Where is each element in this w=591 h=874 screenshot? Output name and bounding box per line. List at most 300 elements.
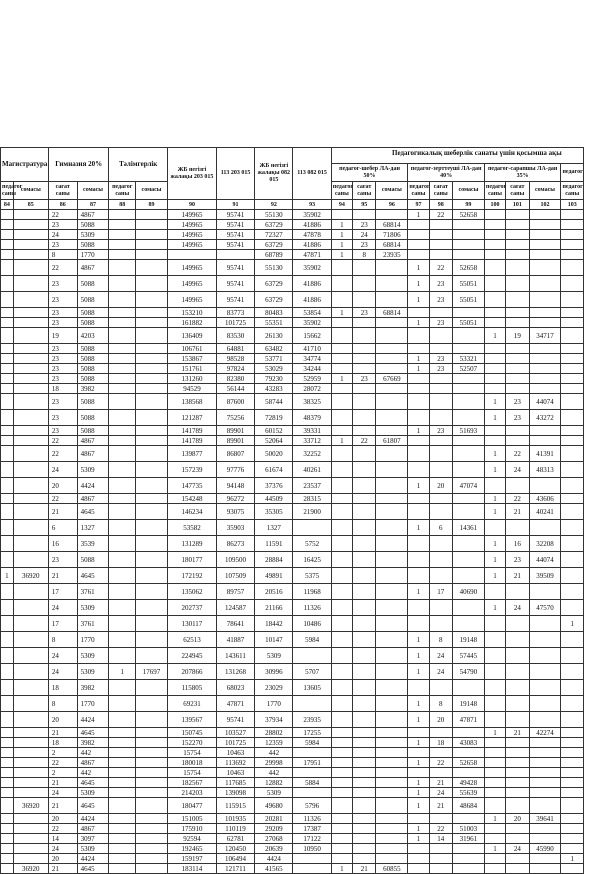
table-cell	[561, 328, 584, 344]
column-number: 96	[376, 200, 408, 210]
table-cell	[136, 292, 168, 308]
table-cell: 43272	[529, 410, 561, 426]
table-cell: 22	[48, 446, 77, 462]
table-cell	[109, 768, 136, 778]
table-cell: 124587	[216, 600, 254, 616]
table-cell	[109, 344, 136, 354]
table-cell: 5796	[293, 798, 331, 814]
table-cell: 55130	[255, 260, 293, 276]
table-row	[1, 220, 584, 230]
table-cell	[529, 616, 561, 632]
table-cell: 31961	[452, 834, 484, 844]
table-cell: 442	[77, 768, 109, 778]
table-cell	[13, 648, 48, 664]
table-cell	[136, 728, 168, 738]
table-cell: 21166	[255, 600, 293, 616]
table-cell: 21	[48, 798, 77, 814]
table-cell	[13, 210, 48, 220]
zhb-base-salary-203-header: ЖБ негізгі жалақы 203 015	[167, 148, 216, 200]
table-cell: 36920	[13, 798, 48, 814]
table-cell	[506, 664, 529, 680]
table-cell	[331, 748, 352, 758]
table-cell	[506, 616, 529, 632]
table-cell	[109, 354, 136, 364]
table-cell: 22	[48, 210, 77, 220]
table-cell: 1	[484, 328, 505, 344]
table-row	[1, 758, 584, 768]
table-cell	[331, 616, 352, 632]
table-cell: 24	[48, 648, 77, 664]
table-cell	[484, 436, 505, 446]
table-cell	[136, 230, 168, 240]
table-cell: 4424	[77, 814, 109, 824]
table-cell	[353, 494, 376, 504]
table-cell: 95741	[216, 712, 254, 728]
table-cell	[136, 738, 168, 748]
table-cell: 147735	[167, 478, 216, 494]
table-cell	[331, 410, 352, 426]
table-cell: 23	[48, 410, 77, 426]
table-cell	[561, 446, 584, 462]
table-cell	[1, 728, 14, 738]
table-cell	[353, 410, 376, 426]
table-cell	[561, 374, 584, 384]
table-cell	[109, 520, 136, 536]
table-cell: 5309	[255, 788, 293, 798]
table-cell	[484, 230, 505, 240]
table-cell	[136, 504, 168, 520]
table-cell	[1, 616, 14, 632]
table-cell: 224945	[167, 648, 216, 664]
table-cell: 63729	[255, 220, 293, 230]
table-cell	[13, 328, 48, 344]
table-cell	[109, 584, 136, 600]
table-cell: 23	[48, 220, 77, 230]
table-cell: 8	[429, 696, 452, 712]
table-cell: 61807	[376, 436, 408, 446]
table-cell: 43283	[255, 384, 293, 394]
sub-sany: педагог саны	[331, 182, 352, 200]
table-cell	[506, 240, 529, 250]
table-cell: 83773	[216, 308, 254, 318]
table-cell	[452, 844, 484, 854]
table-cell	[529, 308, 561, 318]
table-cell: 20	[48, 478, 77, 494]
table-cell: 33712	[293, 436, 331, 446]
table-cell	[484, 426, 505, 436]
table-cell: 101725	[216, 318, 254, 328]
table-cell: 75256	[216, 410, 254, 426]
table-cell	[109, 210, 136, 220]
table-cell: 1	[408, 276, 429, 292]
table-cell: 20	[48, 814, 77, 824]
table-cell	[13, 446, 48, 462]
table-cell: 49891	[255, 568, 293, 584]
table-cell	[408, 748, 429, 758]
table-cell: 121711	[216, 864, 254, 874]
table-cell	[293, 768, 331, 778]
table-row	[1, 494, 584, 504]
table-cell	[561, 210, 584, 220]
table-cell	[331, 318, 352, 328]
table-cell: 80483	[255, 308, 293, 318]
table-cell	[429, 600, 452, 616]
table-cell: 52658	[452, 210, 484, 220]
table-cell	[561, 648, 584, 664]
table-cell	[376, 788, 408, 798]
table-cell: 3761	[77, 616, 109, 632]
table-cell	[452, 250, 484, 260]
table-cell	[1, 738, 14, 748]
table-cell: 149965	[167, 292, 216, 308]
table-cell: 14	[48, 834, 77, 844]
table-cell: 23	[48, 426, 77, 436]
table-cell	[561, 250, 584, 260]
table-cell	[216, 250, 254, 260]
table-cell: 23	[506, 552, 529, 568]
table-cell	[376, 494, 408, 504]
table-cell	[506, 374, 529, 384]
table-cell: 17951	[293, 758, 331, 768]
table-cell	[13, 410, 48, 426]
column-number: 85	[13, 200, 48, 210]
table-cell	[529, 664, 561, 680]
table-cell	[376, 758, 408, 768]
table-cell	[1, 292, 14, 308]
table-cell: 139567	[167, 712, 216, 728]
table-cell	[353, 394, 376, 410]
table-cell	[529, 648, 561, 664]
table-row	[1, 260, 584, 276]
table-cell	[529, 230, 561, 240]
table-cell: 39641	[529, 814, 561, 824]
table-cell: 48313	[529, 462, 561, 478]
table-cell: 79230	[255, 374, 293, 384]
header-row-top	[1, 148, 584, 164]
table-row	[1, 394, 584, 410]
table-cell	[13, 728, 48, 738]
table-cell: 1	[484, 446, 505, 462]
table-cell	[1, 600, 14, 616]
table-cell: 5088	[77, 240, 109, 250]
table-row	[1, 584, 584, 600]
table-cell: 51693	[452, 426, 484, 436]
table-cell	[429, 328, 452, 344]
table-cell	[408, 768, 429, 778]
table-cell	[408, 552, 429, 568]
table-cell	[353, 664, 376, 680]
table-cell	[1, 814, 14, 824]
table-cell: 442	[255, 768, 293, 778]
table-cell	[529, 436, 561, 446]
table-cell: 4203	[77, 328, 109, 344]
table-cell: 1	[331, 374, 352, 384]
table-cell: 5088	[77, 292, 109, 308]
table-cell: 1	[408, 210, 429, 220]
table-cell	[484, 210, 505, 220]
table-cell	[136, 240, 168, 250]
table-row	[1, 568, 584, 584]
table-cell	[167, 250, 216, 260]
table-cell	[376, 328, 408, 344]
table-cell	[506, 426, 529, 436]
table-cell	[506, 520, 529, 536]
table-cell	[353, 680, 376, 696]
table-cell	[13, 814, 48, 824]
table-cell: 27068	[255, 834, 293, 844]
table-cell	[13, 834, 48, 844]
table-cell	[376, 260, 408, 276]
table-cell: 1	[408, 584, 429, 600]
table-cell	[109, 616, 136, 632]
table-cell	[136, 768, 168, 778]
sub-sany: педагог саны	[408, 182, 429, 200]
table-cell: 153867	[167, 354, 216, 364]
table-cell	[353, 478, 376, 494]
table-cell: 4867	[77, 446, 109, 462]
table-cell	[484, 824, 505, 834]
table-cell	[561, 462, 584, 478]
table-cell: 24	[48, 844, 77, 854]
table-cell	[1, 536, 14, 552]
table-cell	[13, 632, 48, 648]
table-cell: 89757	[216, 584, 254, 600]
table-cell: 82380	[216, 374, 254, 384]
table-cell	[561, 308, 584, 318]
table-row	[1, 478, 584, 494]
table-cell	[408, 680, 429, 696]
table-cell	[408, 568, 429, 584]
table-cell	[561, 778, 584, 788]
table-cell	[13, 536, 48, 552]
table-cell	[561, 600, 584, 616]
table-cell	[376, 446, 408, 462]
table-cell	[136, 308, 168, 318]
table-cell	[561, 758, 584, 768]
table-cell: 23	[353, 374, 376, 384]
table-cell: 5309	[77, 230, 109, 240]
table-cell: 10463	[216, 748, 254, 758]
table-cell	[331, 758, 352, 768]
table-cell: 96272	[216, 494, 254, 504]
table-cell: 5088	[77, 276, 109, 292]
table-cell: 23	[506, 410, 529, 426]
table-cell	[561, 478, 584, 494]
table-cell	[136, 318, 168, 328]
table-cell	[331, 788, 352, 798]
table-row	[1, 250, 584, 260]
table-cell	[484, 632, 505, 648]
table-cell	[506, 210, 529, 220]
table-cell	[408, 504, 429, 520]
table-cell: 23	[48, 240, 77, 250]
table-cell	[13, 584, 48, 600]
table-cell	[13, 788, 48, 798]
table-row	[1, 520, 584, 536]
table-cell: 1	[408, 426, 429, 436]
table-cell: 23	[429, 292, 452, 308]
table-cell: 1	[484, 814, 505, 824]
table-cell	[376, 712, 408, 728]
table-cell: 5707	[293, 664, 331, 680]
table-cell	[109, 374, 136, 384]
table-cell: 8	[48, 250, 77, 260]
table-cell	[109, 384, 136, 394]
header-top-spacer	[331, 148, 583, 164]
table-row	[1, 504, 584, 520]
table-cell: 23	[48, 308, 77, 318]
table-cell	[353, 728, 376, 738]
table-cell: 103527	[216, 728, 254, 738]
table-cell	[1, 584, 14, 600]
table-cell: 139877	[167, 446, 216, 462]
table-cell	[136, 778, 168, 788]
table-cell	[136, 328, 168, 344]
table-cell: 30996	[255, 664, 293, 680]
table-cell	[1, 240, 14, 250]
table-cell	[353, 344, 376, 354]
table-cell	[136, 824, 168, 834]
table-cell: 175910	[167, 824, 216, 834]
table-cell	[13, 844, 48, 854]
table-cell: 63729	[255, 276, 293, 292]
table-cell	[13, 600, 48, 616]
table-cell	[353, 738, 376, 748]
table-cell	[484, 276, 505, 292]
table-cell: 146234	[167, 504, 216, 520]
table-cell	[13, 318, 48, 328]
table-cell	[136, 426, 168, 436]
table-cell: 35305	[255, 504, 293, 520]
table-cell: 22	[48, 436, 77, 446]
table-cell	[1, 504, 14, 520]
column-number: 95	[353, 200, 376, 210]
table-cell	[506, 738, 529, 748]
table-cell: 17	[429, 584, 452, 600]
table-cell: 68789	[255, 250, 293, 260]
table-cell: 15754	[167, 768, 216, 778]
table-cell: 5088	[77, 426, 109, 436]
table-cell: 10463	[216, 768, 254, 778]
table-cell: 2	[48, 748, 77, 758]
table-cell	[353, 536, 376, 552]
table-cell	[429, 728, 452, 738]
table-cell	[109, 308, 136, 318]
table-cell: 22	[429, 824, 452, 834]
table-cell: 47074	[452, 478, 484, 494]
table-cell: 23	[48, 374, 77, 384]
table-cell	[109, 824, 136, 834]
table-cell	[506, 834, 529, 844]
table-cell: 10950	[293, 844, 331, 854]
table-cell	[484, 292, 505, 308]
table-cell: 1770	[77, 632, 109, 648]
table-cell: 1	[408, 834, 429, 844]
table-cell: 45990	[529, 844, 561, 854]
table-cell	[331, 552, 352, 568]
table-cell	[376, 584, 408, 600]
table-cell: 1	[408, 778, 429, 788]
table-cell: 5088	[77, 220, 109, 230]
table-cell	[136, 276, 168, 292]
table-cell	[429, 768, 452, 778]
table-cell	[353, 768, 376, 778]
table-cell: 17697	[136, 664, 168, 680]
table-cell	[506, 436, 529, 446]
table-cell	[506, 768, 529, 778]
table-cell	[1, 844, 14, 854]
table-cell: 115915	[216, 798, 254, 814]
talimger-header: Тәлімгерлік	[109, 148, 168, 182]
table-cell	[529, 834, 561, 844]
table-cell: 5309	[77, 664, 109, 680]
table-cell	[452, 220, 484, 230]
table-cell	[506, 478, 529, 494]
table-cell: 16425	[293, 552, 331, 568]
table-cell	[452, 344, 484, 354]
table-row	[1, 664, 584, 680]
table-cell: 92594	[167, 834, 216, 844]
table-cell	[376, 344, 408, 354]
table-row	[1, 328, 584, 344]
table-cell	[376, 462, 408, 478]
table-cell: 22	[429, 210, 452, 220]
column-number: 88	[109, 200, 136, 210]
table-cell	[506, 260, 529, 276]
table-cell	[506, 648, 529, 664]
table-cell	[109, 230, 136, 240]
table-cell: 12882	[255, 778, 293, 788]
table-cell	[1, 364, 14, 374]
table-cell: 1327	[77, 520, 109, 536]
table-cell: 5309	[77, 788, 109, 798]
table-cell: 23	[48, 318, 77, 328]
table-cell	[506, 788, 529, 798]
table-cell	[506, 584, 529, 600]
table-cell	[331, 854, 352, 864]
table-cell: 35902	[293, 260, 331, 276]
table-cell: 23935	[376, 250, 408, 260]
table-cell	[331, 328, 352, 344]
table-cell: 17122	[293, 834, 331, 844]
table-cell	[376, 504, 408, 520]
table-cell: 86273	[216, 536, 254, 552]
table-cell: 110119	[216, 824, 254, 834]
table-cell	[529, 520, 561, 536]
sub-somasy: сомасы	[136, 182, 168, 200]
table-cell: 113692	[216, 758, 254, 768]
table-cell	[429, 568, 452, 584]
table-cell	[13, 616, 48, 632]
table-cell	[452, 616, 484, 632]
table-cell	[408, 536, 429, 552]
table-cell	[13, 426, 48, 436]
table-cell: 34774	[293, 354, 331, 364]
table-cell: 52064	[255, 436, 293, 446]
table-cell: 8	[429, 632, 452, 648]
table-cell: 53582	[167, 520, 216, 536]
zhb-base-salary-082-header: ЖБ негізгі жалақы 082 015	[255, 148, 293, 200]
table-cell	[109, 680, 136, 696]
table-row	[1, 864, 584, 874]
table-cell	[408, 494, 429, 504]
table-cell: 37934	[255, 712, 293, 728]
table-cell	[13, 374, 48, 384]
table-cell	[506, 230, 529, 240]
table-cell: 94148	[216, 478, 254, 494]
table-cell	[506, 680, 529, 696]
table-cell	[353, 648, 376, 664]
